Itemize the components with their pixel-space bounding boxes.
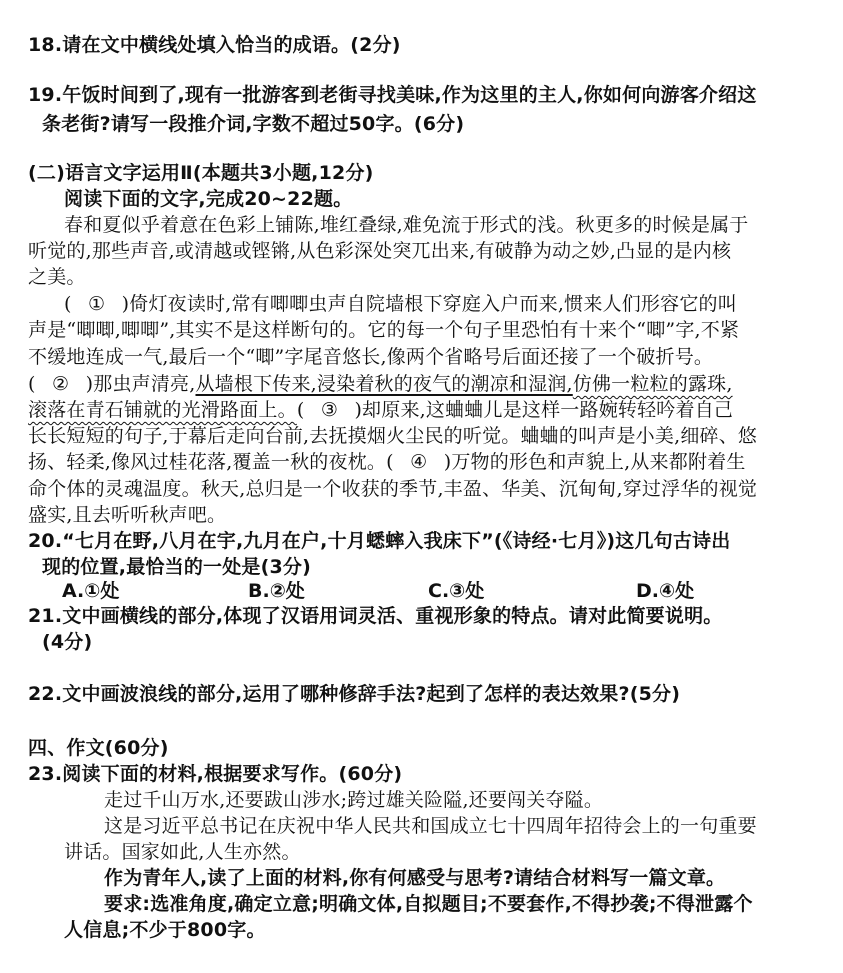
option-a: A.①处: [62, 580, 120, 602]
passage-text: 扬、轻柔,像风过桂花落,覆盖一秋的夜枕。(: [28, 451, 394, 473]
blank-marker-3: ③: [320, 399, 339, 421]
material-line-3: 讲话。国家如此,人生亦然。: [64, 841, 301, 863]
blank-open-paren: (: [296, 399, 305, 421]
blank-marker-2: ②: [52, 373, 70, 395]
question-19-line-2: 条老街?请写一段推介词,字数不超过50字。(6分): [42, 113, 465, 135]
wavy-underlined-phrase: 仿佛一粒粒的露珠,: [572, 373, 733, 395]
question-20-line-2: 现的位置,最恰当的一处是(3分): [42, 556, 312, 578]
blank-marker-4: ④: [410, 451, 428, 473]
requirements-line-2: 人信息;不少于800字。: [64, 919, 266, 941]
passage-text: )万物的形色和声貌上,从来都附着生: [443, 451, 746, 473]
section-4-heading: 四、作文(60分): [28, 737, 169, 759]
question-21-line-2: (4分): [42, 631, 93, 653]
question-20-line-1: 20.“七月在野,八月在宇,九月在户,十月蟋蟀入我床下”(《诗经·七月》)这几句古诗出: [28, 530, 731, 552]
question-19-line-1: 19.午饭时间到了,现有一批游客到老街寻找美味,作为这里的主人,你如何向游客介绍这: [28, 84, 757, 106]
question-22: 22.文中画波浪线的部分,运用了哪种修辞手法?起到了怎样的表达效果?(5分): [28, 683, 681, 705]
passage-p2-line-1: [64, 291, 737, 317]
option-b: B.②处: [248, 580, 305, 602]
passage-text: )却原来,这蛐蛐儿是这样一路婉转轻吟着自己: [354, 399, 734, 421]
question-18: 18.请在文中横线处填入恰当的成语。(2分): [28, 34, 401, 56]
material-line-2: 这是习近平总书记在庆祝中华人民共和国成立七十四周年招待会上的一句重要: [104, 815, 757, 837]
passage-p2-line-3: 不缓地连成一气,最后一个“唧”字尾音悠长,像两个省略号后面还接了一个破折号。: [28, 346, 714, 368]
question-23-line-1: 23.阅读下面的材料,根据要求写作。(60分): [28, 763, 403, 785]
passage-p2-line-2: 声是“唧唧,唧唧”,其实不是这样断句的。它的每一个句子里恐怕有十来个“唧”字,不紧: [28, 319, 740, 341]
option-c: C.③处: [428, 580, 485, 602]
section-2-intro: 阅读下面的文字,完成20~22题。: [64, 188, 353, 210]
blank-marker-1: ①: [88, 293, 106, 315]
option-d: D.④处: [636, 580, 695, 602]
passage-p2-line-7: [28, 449, 746, 475]
underlined-phrase: 从墙根下传来,浸染着秋的夜气的潮凉和湿润,: [195, 373, 573, 395]
passage-p2-line-6: 长长短短的句子,于幕后走向台前,去抚摸烟火尘民的听觉。蛐蛐的叫声是小美,细碎、悠: [28, 425, 758, 447]
passage-text: )那虫声清亮,: [85, 373, 196, 395]
passage-text: )倚灯夜读时,常有唧唧虫声自院墙根下穿庭入户而来,惯来人们形容它的叫: [121, 293, 737, 315]
requirements-line-1: 要求:选准角度,确定立意;明确文体,自拟题目;不要套作,不得抄袭;不得泄露个: [104, 893, 753, 915]
passage-p2-line-5: [28, 397, 733, 423]
passage-p1-line-2: 听觉的,那些声音,或清越或铿锵,从色彩深处突兀出来,有破静为动之妙,凸显的是内核: [28, 240, 732, 262]
section-2-heading: (二)语言文字运用Ⅱ(本题共3小题,12分): [28, 162, 374, 184]
passage-p2-line-9: 盛实,且去听听秋声吧。: [28, 504, 227, 526]
blank-open-paren: (: [64, 293, 72, 315]
passage-p1-line-3: 之美。: [28, 266, 86, 288]
blank-open-paren: (: [28, 373, 36, 395]
prompt-line: 作为青年人,读了上面的材料,你有何感受与思考?请结合材料写一篇文章。: [104, 867, 726, 889]
wavy-underlined-phrase: 滚落在青石铺就的光滑路面上。: [28, 399, 297, 421]
passage-p2-line-4: [28, 371, 733, 397]
passage-p2-line-8: 命个体的灵魂温度。秋天,总归是一个收获的季节,丰盈、华美、沉甸甸,穿过浮华的视觉: [28, 478, 758, 500]
passage-p1-line-1: 春和夏似乎着意在色彩上铺陈,堆红叠绿,难免流于形式的浅。秋更多的时候是属于: [64, 214, 749, 236]
question-21-line-1: 21.文中画横线的部分,体现了汉语用词灵活、重视形象的特点。请对此简要说明。: [28, 605, 723, 627]
material-line-1: 走过千山万水,还要跋山涉水;跨过雄关险隘,还要闯关夺隘。: [104, 789, 604, 811]
